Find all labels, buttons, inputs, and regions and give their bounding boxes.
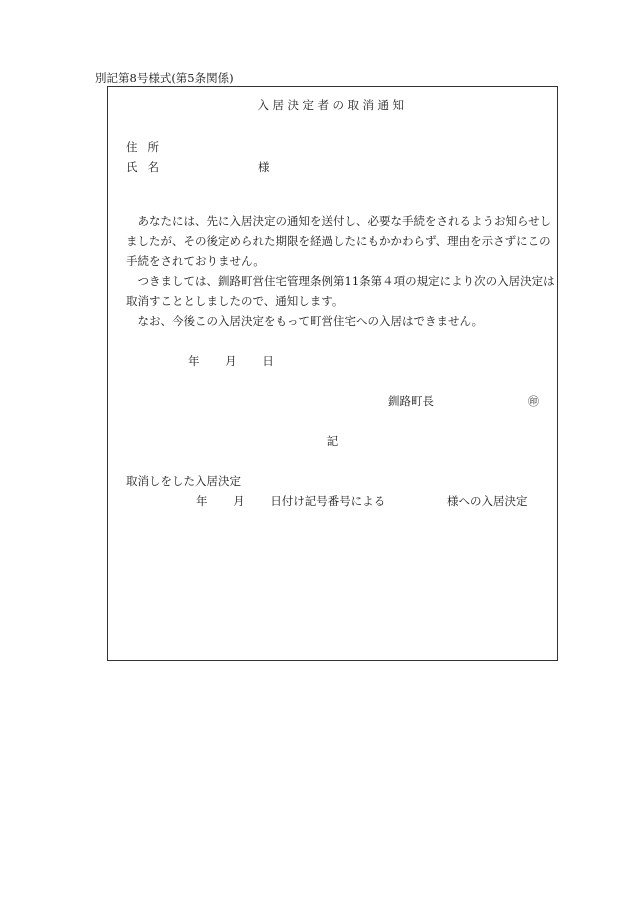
body-line: つきましては、釧路町営住宅管理条例第11条第４項の規定により次の入居決定は bbox=[137, 274, 555, 288]
ki-heading: 記 bbox=[326, 434, 339, 448]
name-label: 氏名 bbox=[126, 160, 169, 174]
cancel-year: 年 bbox=[196, 494, 208, 508]
cancelled-detail bbox=[196, 493, 527, 509]
date-month: 月 bbox=[225, 354, 237, 368]
date-year: 年 bbox=[188, 354, 200, 368]
date-day: 日 bbox=[262, 354, 274, 368]
notice-frame bbox=[107, 86, 558, 661]
body-line: あなたには、先に入居決定の通知を送付し、必要な手続をされるようお知らせし bbox=[137, 214, 552, 228]
body-line: 取消すこととしましたので、通知します。 bbox=[126, 294, 344, 308]
notice-body bbox=[126, 211, 555, 331]
cancel-month: 月 bbox=[233, 494, 245, 508]
body-line: ましたが、その後定められた期限を経過したにもかかわらず、理由を示さずにこの bbox=[126, 234, 551, 248]
body-line: なお、今後この入居決定をもって町営住宅への入居はできません。 bbox=[137, 314, 484, 328]
cancelled-label: 取消しをした入居決定 bbox=[126, 474, 241, 488]
cancel-target: 様への入居決定 bbox=[446, 494, 528, 508]
honorific: 様 bbox=[258, 160, 270, 174]
document-title: 入居決定者の取消通知 bbox=[257, 98, 408, 112]
address-label: 住所 bbox=[126, 140, 169, 154]
body-line: 手続をされておりません。 bbox=[126, 254, 265, 268]
seal-mark: ㊞ bbox=[528, 395, 539, 408]
form-number: 別記第8号様式(第5条関係) bbox=[95, 71, 234, 85]
cancel-reference: 日付け記号番号による bbox=[270, 494, 386, 508]
date-row bbox=[188, 353, 274, 369]
sender: 釧路町長 bbox=[388, 394, 434, 408]
